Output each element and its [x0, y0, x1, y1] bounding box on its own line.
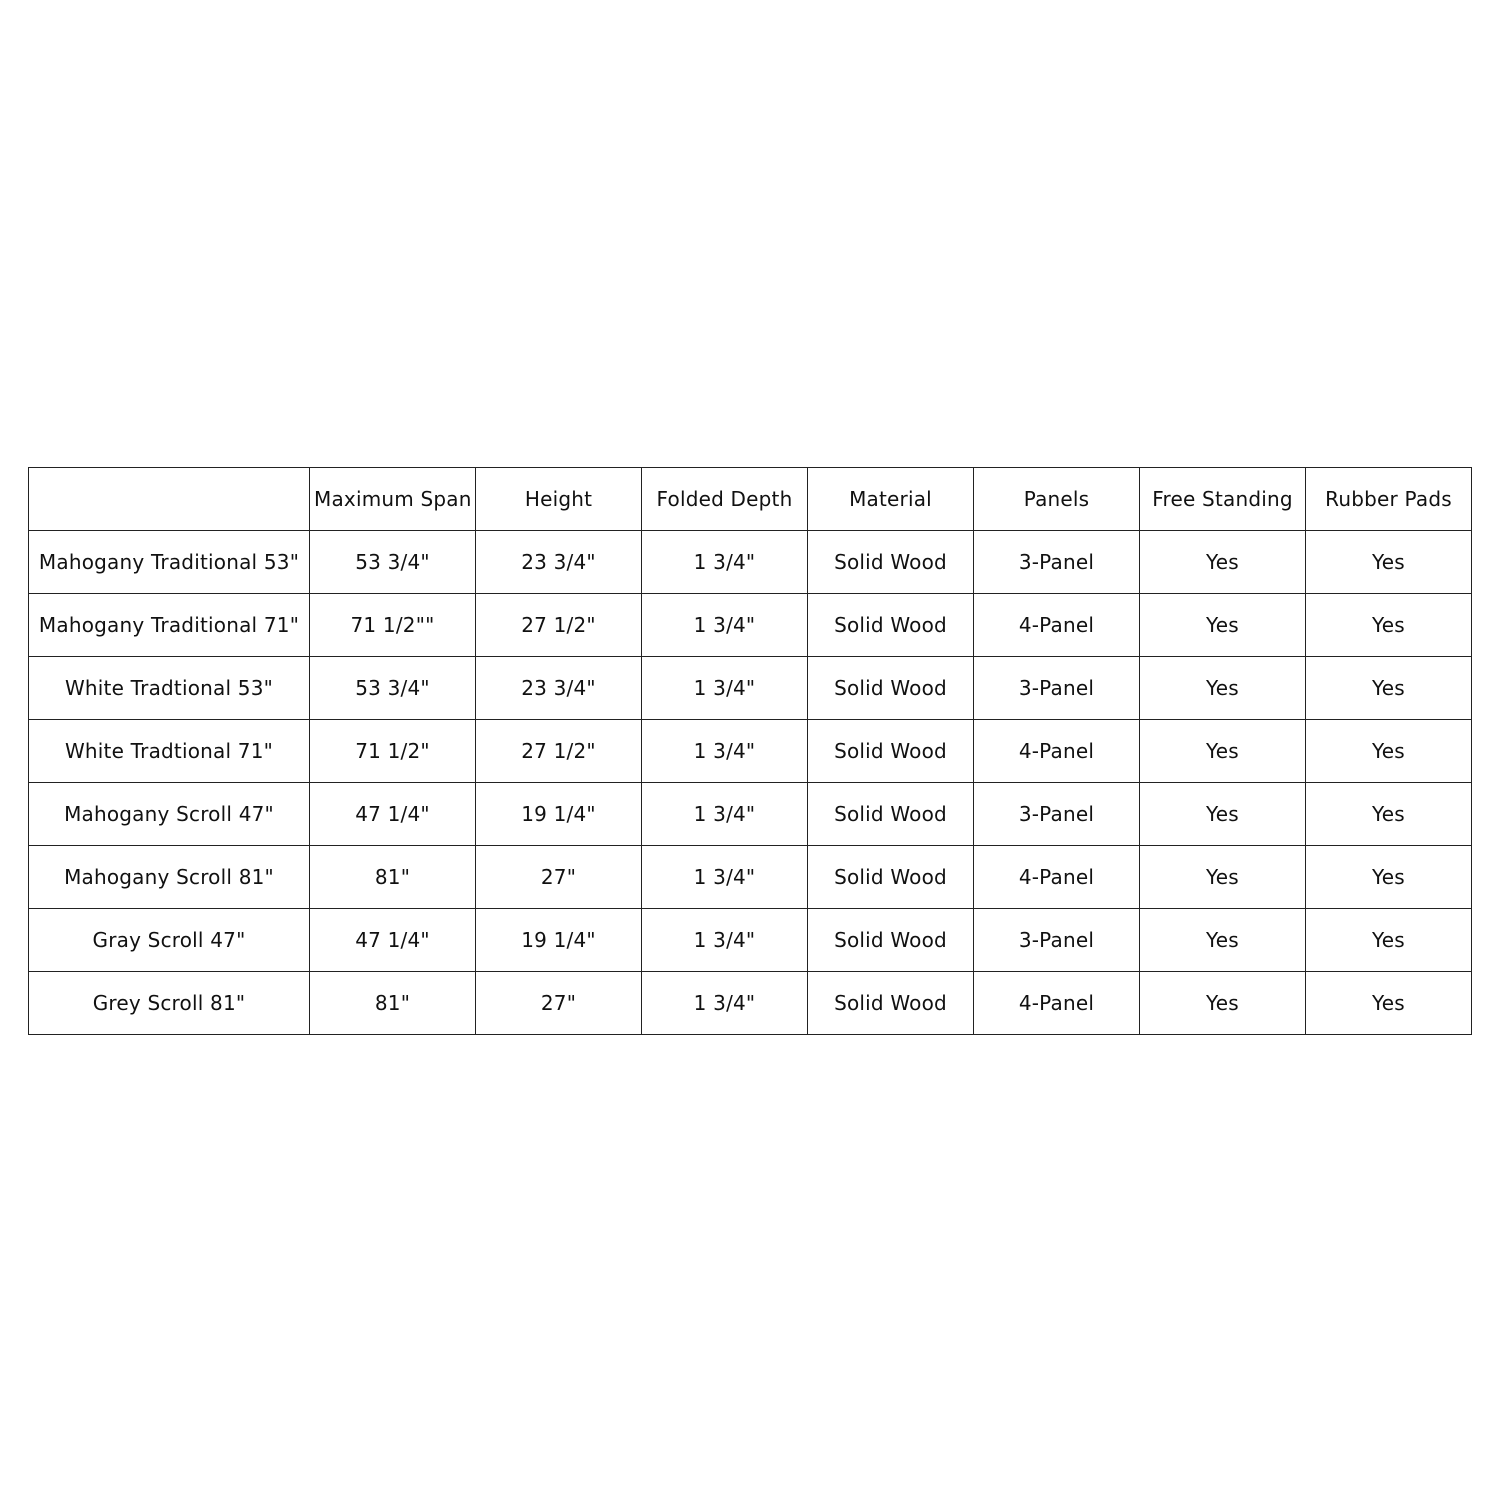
free-standing-cell: Yes — [1140, 909, 1306, 972]
height-cell: 23 3/4" — [476, 657, 642, 720]
free-standing-cell: Yes — [1140, 972, 1306, 1035]
header-rubber-pads: Rubber Pads — [1306, 468, 1472, 531]
header-panels: Panels — [974, 468, 1140, 531]
maximum-span-cell: 47 1/4" — [310, 783, 476, 846]
panels-cell: 4-Panel — [974, 846, 1140, 909]
rubber-pads-cell: Yes — [1306, 909, 1472, 972]
rubber-pads-cell: Yes — [1306, 531, 1472, 594]
material-cell: Solid Wood — [808, 657, 974, 720]
height-cell: 27 1/2" — [476, 594, 642, 657]
folded-depth-cell: 1 3/4" — [642, 720, 808, 783]
row-label: Mahogany Traditional 71" — [29, 594, 310, 657]
table-row — [29, 972, 1472, 1035]
material-cell: Solid Wood — [808, 783, 974, 846]
folded-depth-cell: 1 3/4" — [642, 594, 808, 657]
free-standing-cell: Yes — [1140, 720, 1306, 783]
material-cell: Solid Wood — [808, 531, 974, 594]
folded-depth-cell: 1 3/4" — [642, 531, 808, 594]
maximum-span-cell: 71 1/2"" — [310, 594, 476, 657]
rubber-pads-cell: Yes — [1306, 846, 1472, 909]
header-folded-depth: Folded Depth — [642, 468, 808, 531]
free-standing-cell: Yes — [1140, 783, 1306, 846]
height-cell: 27 1/2" — [476, 720, 642, 783]
table-row — [29, 657, 1472, 720]
folded-depth-cell: 1 3/4" — [642, 909, 808, 972]
panels-cell: 3-Panel — [974, 909, 1140, 972]
table-row — [29, 531, 1472, 594]
free-standing-cell: Yes — [1140, 594, 1306, 657]
maximum-span-cell: 81" — [310, 972, 476, 1035]
row-label: White Tradtional 71" — [29, 720, 310, 783]
maximum-span-cell: 47 1/4" — [310, 909, 476, 972]
row-label: Mahogany Scroll 47" — [29, 783, 310, 846]
row-label: White Tradtional 53" — [29, 657, 310, 720]
material-cell: Solid Wood — [808, 594, 974, 657]
material-cell: Solid Wood — [808, 720, 974, 783]
maximum-span-cell: 81" — [310, 846, 476, 909]
free-standing-cell: Yes — [1140, 531, 1306, 594]
rubber-pads-cell: Yes — [1306, 972, 1472, 1035]
row-label: Gray Scroll 47" — [29, 909, 310, 972]
row-label: Mahogany Traditional 53" — [29, 531, 310, 594]
table-row — [29, 720, 1472, 783]
header-height: Height — [476, 468, 642, 531]
table-row — [29, 594, 1472, 657]
height-cell: 19 1/4" — [476, 909, 642, 972]
height-cell: 23 3/4" — [476, 531, 642, 594]
rubber-pads-cell: Yes — [1306, 720, 1472, 783]
height-cell: 27" — [476, 846, 642, 909]
folded-depth-cell: 1 3/4" — [642, 846, 808, 909]
material-cell: Solid Wood — [808, 972, 974, 1035]
rubber-pads-cell: Yes — [1306, 594, 1472, 657]
row-label: Mahogany Scroll 81" — [29, 846, 310, 909]
table-row — [29, 909, 1472, 972]
panels-cell: 3-Panel — [974, 657, 1140, 720]
height-cell: 19 1/4" — [476, 783, 642, 846]
header-cell-blank — [29, 468, 310, 531]
rubber-pads-cell: Yes — [1306, 783, 1472, 846]
panels-cell: 3-Panel — [974, 531, 1140, 594]
header-material: Material — [808, 468, 974, 531]
header-free-standing: Free Standing — [1140, 468, 1306, 531]
folded-depth-cell: 1 3/4" — [642, 972, 808, 1035]
maximum-span-cell: 53 3/4" — [310, 531, 476, 594]
height-cell: 27" — [476, 972, 642, 1035]
maximum-span-cell: 71 1/2" — [310, 720, 476, 783]
panels-cell: 4-Panel — [974, 972, 1140, 1035]
table-header-row — [29, 468, 1472, 531]
material-cell: Solid Wood — [808, 909, 974, 972]
maximum-span-cell: 53 3/4" — [310, 657, 476, 720]
material-cell: Solid Wood — [808, 846, 974, 909]
panels-cell: 3-Panel — [974, 783, 1140, 846]
free-standing-cell: Yes — [1140, 846, 1306, 909]
table-row — [29, 846, 1472, 909]
free-standing-cell: Yes — [1140, 657, 1306, 720]
rubber-pads-cell: Yes — [1306, 657, 1472, 720]
table-row — [29, 783, 1472, 846]
panels-cell: 4-Panel — [974, 720, 1140, 783]
spec-comparison-table — [28, 467, 1472, 1035]
panels-cell: 4-Panel — [974, 594, 1140, 657]
row-label: Grey Scroll 81" — [29, 972, 310, 1035]
header-maximum-span: Maximum Span — [310, 468, 476, 531]
folded-depth-cell: 1 3/4" — [642, 783, 808, 846]
folded-depth-cell: 1 3/4" — [642, 657, 808, 720]
